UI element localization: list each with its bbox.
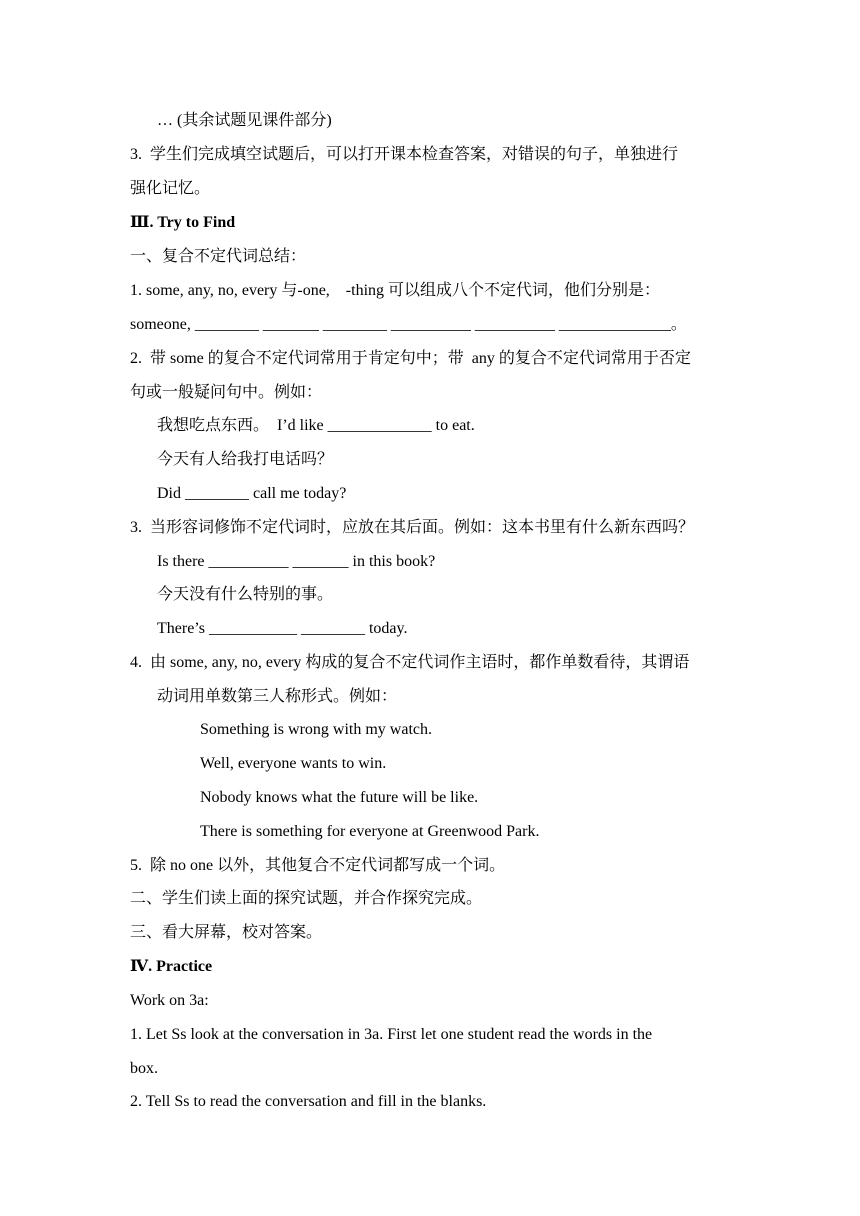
fill-blank-line: Did ________ call me today? [157, 485, 347, 502]
example-sentence: There is something for everyone at Greenwood Park. [200, 823, 540, 840]
text-line: 一、复合不定代词总结： [130, 248, 307, 265]
text-line: 5. 除 no one 以外，其他复合不定代词都写成一个词。 [130, 857, 506, 874]
text-line: 动词用单数第三人称形式。例如： [157, 688, 398, 705]
text-line: 2. Tell Ss to read the conversation and fill in the blanks. [130, 1093, 487, 1110]
fill-blank-line: Is there __________ _______ in this book? [157, 553, 436, 570]
text-line: 二、学生们读上面的探究试题，并合作探究完成。 [130, 890, 483, 907]
text-line: 3. 学生们完成填空试题后，可以打开课本检查答案，对错误的句子，单独进行 [130, 146, 679, 163]
section-heading: Ⅳ. Practice [130, 958, 213, 975]
example-sentence: Nobody knows what the future will be like. [200, 789, 479, 806]
text-line: 强化记忆。 [130, 180, 211, 197]
text-line: … (其余试题见课件部分) [157, 112, 332, 129]
fill-blank-line: 我想吃点东西。 I’d like _____________ to eat. [157, 417, 475, 434]
text-line: 2. 带 some 的复合不定代词常用于肯定句中；带 any 的复合不定代词常用于否定 [130, 350, 691, 367]
section-heading: Ⅲ. Try to Find [130, 214, 236, 231]
text-line: 1. Let Ss look at the conversation in 3a. First let one student read the words in the [130, 1026, 653, 1043]
text-line: 4. 由 some, any, no, every 构成的复合不定代词作主语时，都作单数看待，其谓语 [130, 654, 690, 671]
text-line: 今天有人给我打电话吗？ [157, 451, 334, 468]
fill-blank-line: someone, ________ _______ ________ __________ __________ ______________。 [130, 316, 687, 333]
text-line: 今天没有什么特别的事。 [157, 586, 334, 603]
fill-blank-line: There’s ___________ ________ today. [157, 620, 408, 637]
text-line: Work on 3a: [130, 992, 209, 1009]
text-line: box. [130, 1060, 158, 1077]
example-sentence: Well, everyone wants to win. [200, 755, 387, 772]
text-line: 三、看大屏幕，校对答案。 [130, 924, 323, 941]
text-line: 1. some, any, no, every 与-one, -thing 可以组成八个不定代词，他们分别是： [130, 282, 661, 299]
text-line: 句或一般疑问句中。例如： [130, 384, 323, 401]
text-line: 3. 当形容词修饰不定代词时，应放在其后面。例如：这本书里有什么新东西吗？ [130, 519, 695, 536]
example-sentence: Something is wrong with my watch. [200, 721, 432, 738]
